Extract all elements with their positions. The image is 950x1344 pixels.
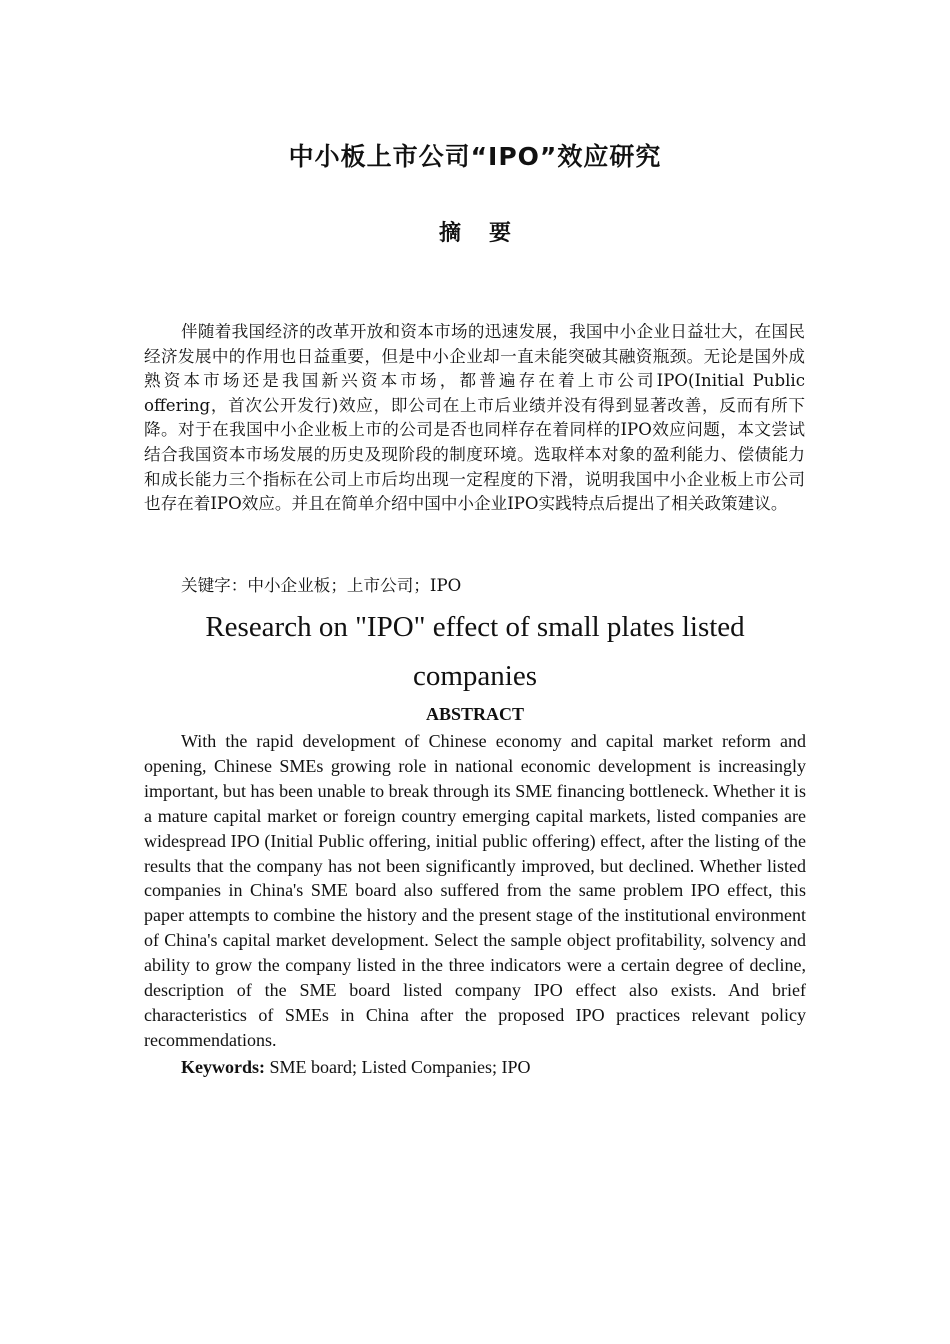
- chinese-abstract-heading-char-1: 摘: [438, 221, 461, 246]
- english-title: Research on "IPO" effect of small plates listed companies: [205, 611, 745, 692]
- chinese-abstract-heading-char-2: 要: [489, 221, 512, 246]
- chinese-keywords-label: 关键字：: [181, 576, 248, 595]
- chinese-keywords: [181, 574, 821, 598]
- chinese-abstract-body: 伴随着我国经济的改革开放和资本市场的迅速发展，我国中小企业日益壮大，在国民经济发展中的作用也日益重要，但是中小企业却一直未能突破其融资瓶颈。无论是国外成熟资本市场还是我国新兴资本市场，都普遍存在着上市公司IPO(Initial Public offering，首次公开发行)效应，即公司在上市后业绩并没有得到显著改善，反而有所下降。对于在我国中小企业板上市的公司是否也同样存在着同样的IPO效应问题，本文尝试结合我国资本市场发展的历史及现阶段的制度环境。选取样本对象的盈利能力、偿债能力和成长能力三个指标在公司上市后均出现一定程度的下滑，说明我国中小企业板上市公司也存在着IPO效应。并且在简单介绍中国中小企业IPO实践特点后提出了相关政策建议。: [144, 322, 805, 514]
- chinese-title: 中小板上市公司“IPO”效应研究: [288, 142, 662, 171]
- chinese-abstract-heading: [0, 216, 950, 247]
- english-keywords-label: Keywords:: [181, 1057, 265, 1077]
- chinese-keywords-value: 中小企业板；上市公司；IPO: [247, 576, 462, 595]
- english-abstract-heading: ABSTRACT: [425, 704, 525, 724]
- english-keywords-value: SME board; Listed Companies; IPO: [269, 1057, 531, 1077]
- english-keywords: [181, 1055, 801, 1079]
- english-abstract-body: With the rapid development of Chinese economy and capital market reform and opening, Chinese SMEs growing role in national economic development is increasingly important, but has been unable to break through its SME financing bottleneck. Whether it is a mature capital market or foreign country emerging capital markets, listed companies are widespread IPO (Initial Public offering, initial public offering) effect, after the listing of the results that the company has not been significantly improved, but declined. Whether listed companies in China's SME board also suffered from the same problem IPO effect, this paper attempts to combine the history and the present stage of the institutional environment of China's capital market development. Select the sample object profitability, solvency and ability to grow the company listed in the three indicators were a certain degree of decline, description of the SME board listed company IPO effect also exists. And brief characteristics of SMEs in China after the proposed IPO practices relevant policy recommendations.: [144, 731, 806, 1050]
